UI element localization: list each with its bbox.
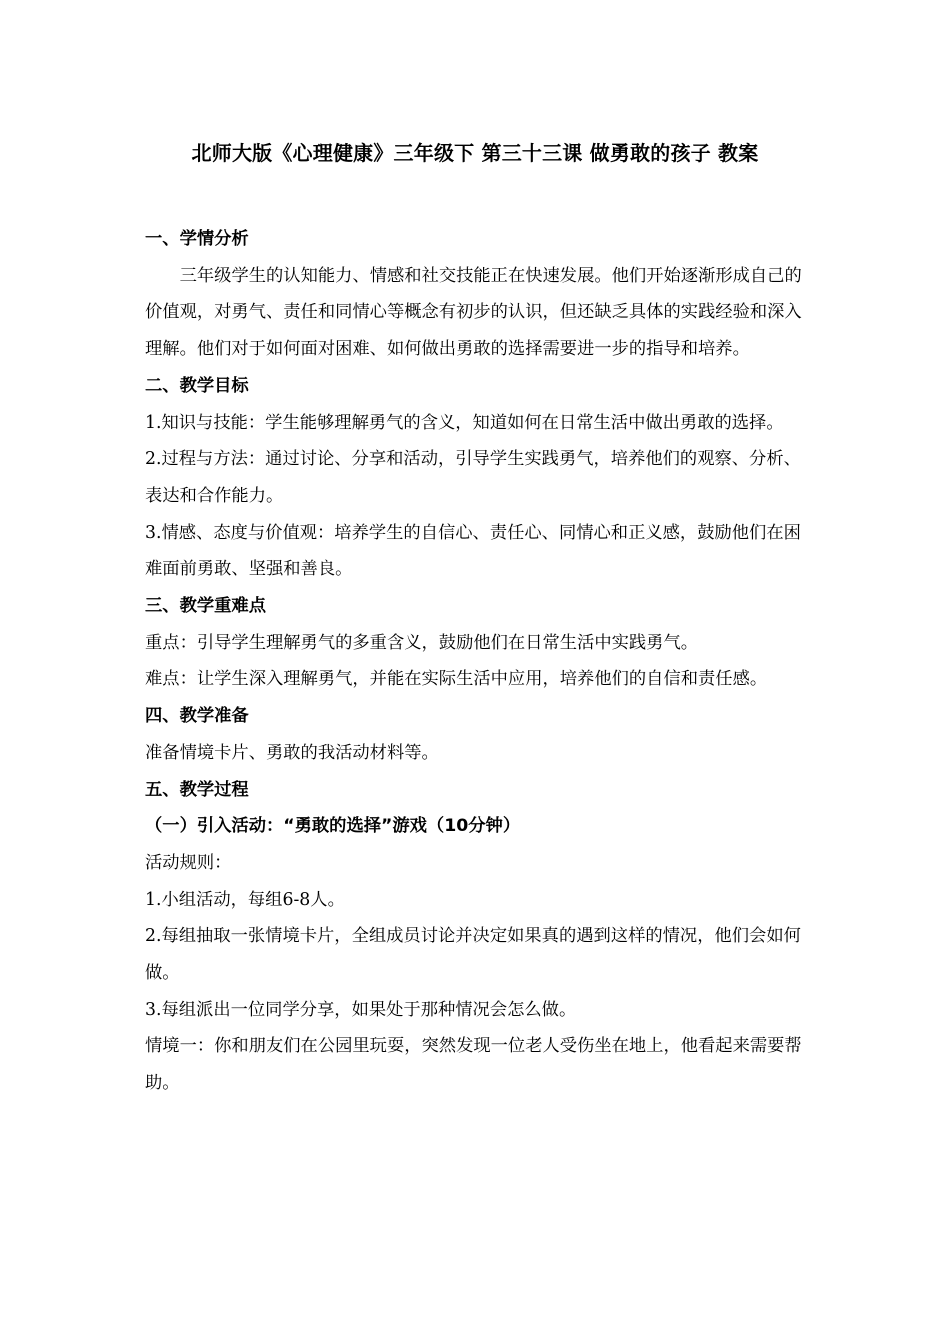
section-heading-process: 五、教学过程	[145, 779, 249, 800]
section-heading-analysis: 一、学情分析	[145, 229, 249, 249]
goal-item-knowledge: 1.知识与技能：学生能够理解勇气的含义，知道如何在日常生活中做出勇敢的选择。	[145, 412, 784, 433]
analysis-paragraph: 三年级学生的认知能力、情感和社交技能正在快速发展。他们开始逐渐形成自己的价值观，对勇气、责任和同情心等概念有初步的认识，但还缺乏具体的实践经验和深入理解。他们对于如何面对困难、如何做出勇敢的选择需要进一步的指导和培养。	[145, 265, 802, 360]
rule-item-3: 3.每组派出一位同学分享，如果处于那种情况会怎么做。	[145, 999, 577, 1020]
rule-item-1: 1.小组活动，每组6-8人。	[145, 889, 345, 910]
goal-item-process: 2.过程与方法：通过讨论、分享和活动，引导学生实践勇气，培养他们的观察、分析、表达和合作能力。	[145, 449, 801, 506]
key-point-text: 重点：引导学生理解勇气的多重含义，鼓励他们在日常生活中实践勇气。	[145, 632, 699, 653]
section-heading-goals: 二、教学目标	[145, 375, 249, 396]
difficult-point-text: 难点：让学生深入理解勇气，并能在实际生活中应用，培养他们的自信和责任感。	[145, 669, 768, 690]
scenario-1-text: 情境一：你和朋友们在公园里玩耍，突然发现一位老人受伤坐在地上，他看起来需要帮助。	[145, 1036, 802, 1094]
section-heading-preparation: 四、教学准备	[145, 706, 249, 727]
subsection-heading-intro-activity: （一）引入活动：“勇敢的选择”游戏（10分钟）	[145, 816, 521, 837]
rules-label: 活动规则：	[145, 852, 232, 873]
rule-item-2: 2.每组抽取一张情境卡片，全组成员讨论并决定如果真的遇到这样的情况，他们会如何做。	[145, 926, 801, 984]
goal-item-emotion: 3.情感、态度与价值观：培养学生的自信心、责任心、同情心和正义感，鼓励他们在困难面前勇敢、坚强和善良。	[145, 522, 801, 580]
page-title: 北师大版《心理健康》三年级下 第三十三课 做勇敢的孩子 教案	[191, 141, 759, 165]
preparation-text: 准备情境卡片、勇敢的我活动材料等。	[145, 742, 439, 763]
document-body	[145, 221, 810, 1102]
section-heading-key-points: 三、教学重难点	[145, 596, 266, 617]
